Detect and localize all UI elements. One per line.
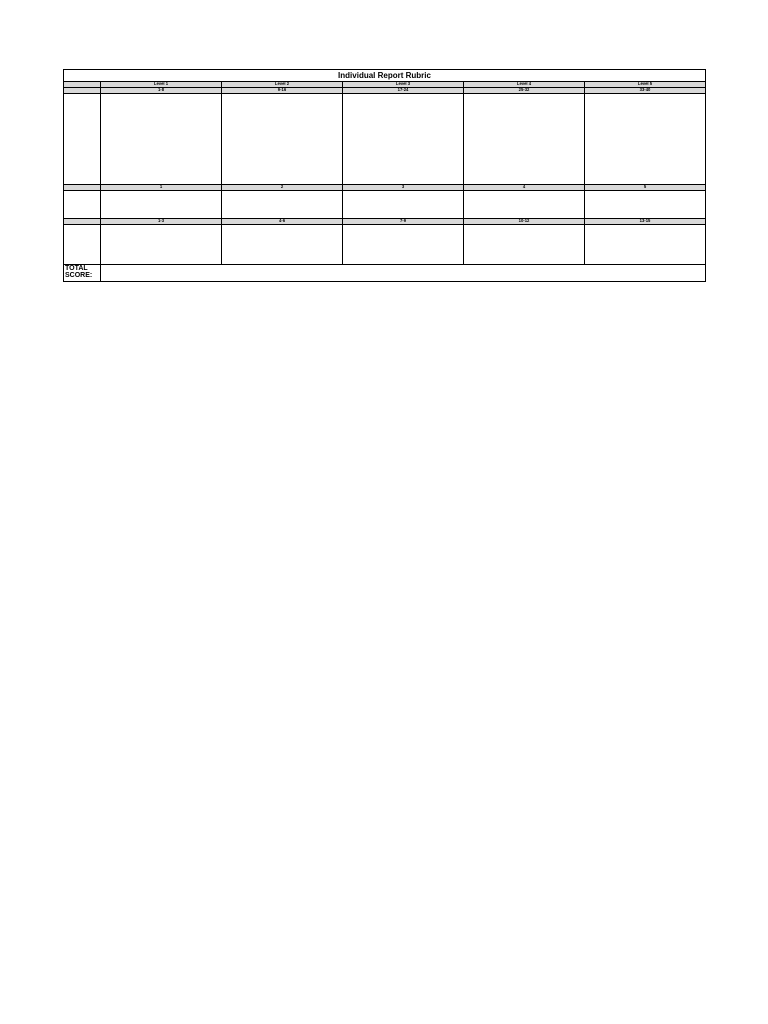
descriptor-cell xyxy=(343,191,464,219)
score-band: 4 xyxy=(464,185,585,191)
score-band: 17-24 xyxy=(343,88,464,94)
descriptor-cell xyxy=(464,94,585,185)
descriptor-cell xyxy=(101,94,222,185)
score-band: 5 xyxy=(585,185,706,191)
score-band: 13-15 xyxy=(585,219,706,225)
rubric-table xyxy=(63,69,706,282)
descriptor-cell xyxy=(585,191,706,219)
criterion-label xyxy=(64,94,101,185)
total-score-label: TOTAL SCORE: xyxy=(64,265,101,282)
level-4-header: Level 4 xyxy=(464,82,585,88)
descriptor-cell xyxy=(464,225,585,265)
descriptor-cell xyxy=(343,94,464,185)
score-band: 7-9 xyxy=(343,219,464,225)
descriptor-cell xyxy=(101,225,222,265)
level-2-header: Level 2 xyxy=(222,82,343,88)
score-band: 2 xyxy=(222,185,343,191)
descriptor-cell xyxy=(222,191,343,219)
criterion-row xyxy=(64,225,706,265)
score-band: 33-40 xyxy=(585,88,706,94)
total-score-value xyxy=(101,265,706,282)
criterion-label xyxy=(64,191,101,219)
descriptor-cell xyxy=(343,225,464,265)
score-band: 1-8 xyxy=(101,88,222,94)
descriptor-cell xyxy=(222,225,343,265)
score-band: 3 xyxy=(343,185,464,191)
criterion-row xyxy=(64,94,706,185)
descriptor-cell xyxy=(585,94,706,185)
level-1-header: Level 1 xyxy=(101,82,222,88)
descriptor-cell xyxy=(464,191,585,219)
score-band: 25-32 xyxy=(464,88,585,94)
descriptor-cell xyxy=(585,225,706,265)
score-band: 1-3 xyxy=(101,219,222,225)
criterion-label xyxy=(64,225,101,265)
score-band: 1 xyxy=(101,185,222,191)
score-band: 4-6 xyxy=(222,219,343,225)
criterion-row xyxy=(64,191,706,219)
descriptor-cell xyxy=(222,94,343,185)
descriptor-cell xyxy=(101,191,222,219)
level-3-header: Level 3 xyxy=(343,82,464,88)
score-band: 9-16 xyxy=(222,88,343,94)
level-5-header: Level 5 xyxy=(585,82,706,88)
total-score-row xyxy=(64,265,706,282)
rubric-title: Individual Report Rubric xyxy=(64,70,706,82)
score-band: 10-12 xyxy=(464,219,585,225)
